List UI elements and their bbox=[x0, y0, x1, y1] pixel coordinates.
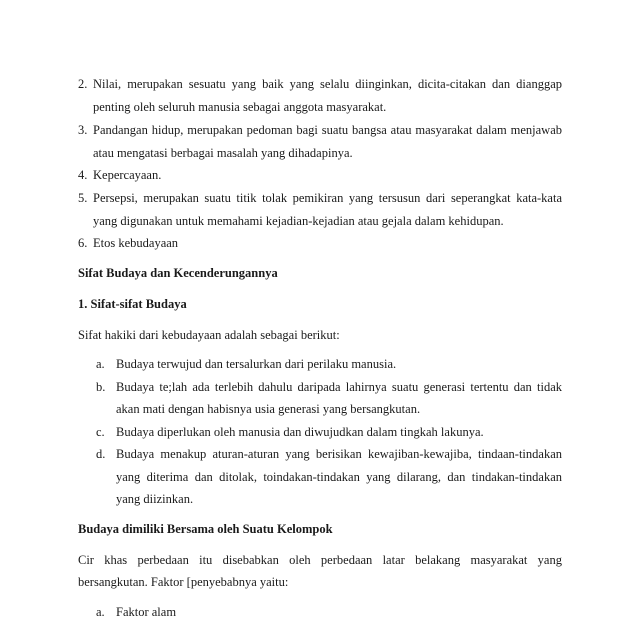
subsection-heading: 1. Sifat-sifat Budaya bbox=[78, 297, 187, 311]
section-heading: Sifat Budaya dan Kecenderungannya bbox=[78, 266, 278, 280]
list-item-text: penting oleh seluruh manusia sebagai anggota masyarakat. bbox=[93, 100, 387, 114]
list-letter: d. bbox=[96, 447, 106, 461]
list-item-text: atau mengatasi berbagai masalah yang dihadapinya. bbox=[93, 146, 353, 160]
list-item-text: akan mati dengan habisnya usia generasi yang bersangkutan. bbox=[116, 402, 421, 416]
list-item-text: Persepsi, merupakan suatu titik tolak pemikiran yang tersusun dari seperangkat kata-kata bbox=[93, 191, 562, 205]
list-item-text: yang diterima dan ditolak, toindakan-tindakan yang dilarang, dan tindakan-tindakan bbox=[116, 470, 562, 484]
list-letter: b. bbox=[96, 380, 106, 394]
list-letter: a. bbox=[96, 605, 105, 619]
list-item-text: Pandangan hidup, merupakan pedoman bagi suatu bangsa atau masyarakat dalam menjawab bbox=[93, 123, 562, 137]
list-number: 2. bbox=[78, 77, 88, 91]
list-item-text: Nilai, merupakan sesuatu yang baik yang selalu diinginkan, dicita-citakan dan dianggap bbox=[93, 77, 562, 91]
list-item-text: Kepercayaan. bbox=[93, 168, 162, 182]
list-number: 3. bbox=[78, 123, 88, 137]
list-item-text: Etos kebudayaan bbox=[93, 236, 179, 250]
list-number: 4. bbox=[78, 168, 88, 182]
paragraph: Sifat hakiki dari kebudayaan adalah sebagai berikut: bbox=[78, 328, 340, 342]
paragraph: bersangkutan. Faktor [penyebabnya yaitu: bbox=[78, 575, 289, 589]
list-item-text: yang diizinkan. bbox=[116, 492, 194, 506]
list-item-text: Budaya menakup aturan-aturan yang berisikan kewajiban-kewajiba, tindaan-tindakan bbox=[116, 447, 562, 461]
list-item-text: yang digunakan untuk memahami kejadian-kejadian atau gejala dalam kehidupan. bbox=[93, 214, 504, 228]
list-item-text: Faktor alam bbox=[116, 605, 177, 619]
list-item-text: Budaya te;lah ada terlebih dahulu daripada lahirnya suatu generasi tertentu dan tidak bbox=[116, 380, 562, 394]
list-item-text: Budaya terwujud dan tersalurkan dari perilaku manusia. bbox=[116, 357, 397, 371]
list-letter: a. bbox=[96, 357, 105, 371]
list-number: 6. bbox=[78, 236, 88, 250]
list-number: 5. bbox=[78, 191, 88, 205]
list-letter: c. bbox=[96, 425, 105, 439]
paragraph: Cir khas perbedaan itu disebabkan oleh perbedaan latar belakang masyarakat yang bbox=[78, 553, 562, 567]
list-item-text: Budaya diperlukan oleh manusia dan diwujudkan dalam tingkah lakunya. bbox=[116, 425, 484, 439]
section-heading: Budaya dimiliki Bersama oleh Suatu Kelompok bbox=[78, 522, 333, 536]
